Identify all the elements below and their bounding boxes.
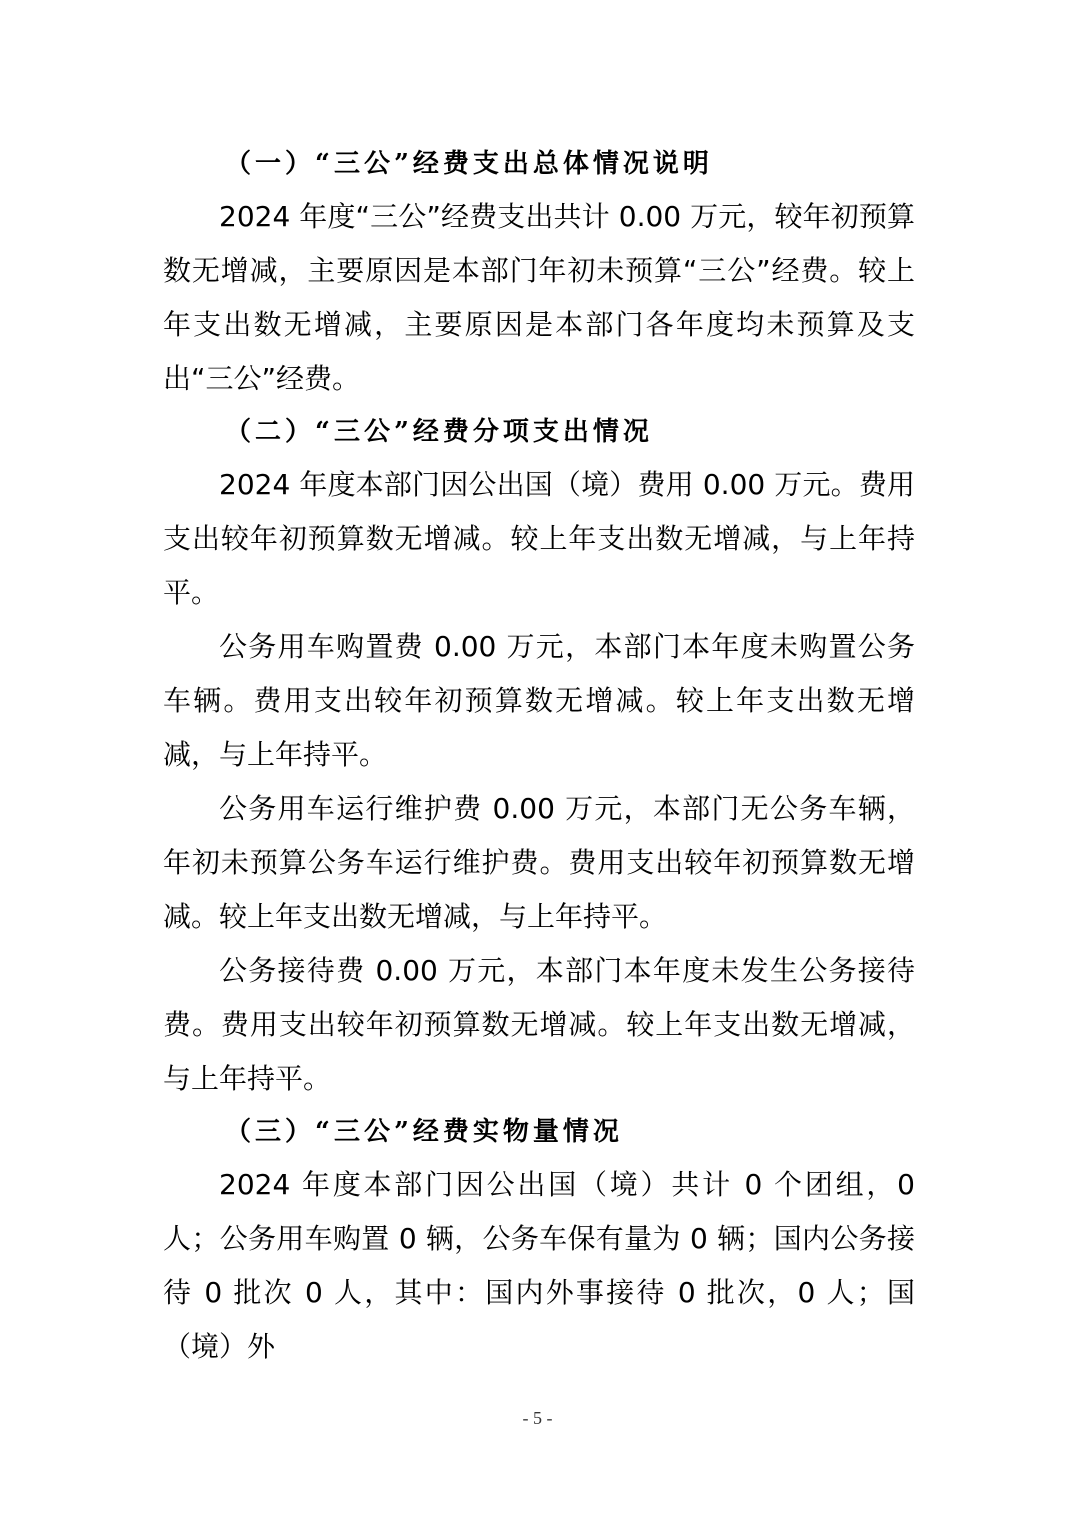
section-heading-3: （三）“三公”经费实物量情况 xyxy=(225,1117,623,1147)
section-2-paragraph-2: 公务用车购置费 0.00 万元，本部门本年度未购置公务车辆。费用支出较年初预算数无增减。较上年支出数无增减，与上年持平。 xyxy=(163,630,915,771)
section-2-paragraph-1: 2024 年度本部门因公出国（境）费用 0.00 万元。费用支出较年初预算数无增减。较上年支出数无增减，与上年持平。 xyxy=(163,468,915,609)
section-2-paragraph-4: 公务接待费 0.00 万元，本部门本年度未发生公务接待费。费用支出较年初预算数无增减。较上年支出数无增减，与上年持平。 xyxy=(163,954,915,1095)
section-2-paragraph-3: 公务用车运行维护费 0.00 万元，本部门无公务车辆，年初未预算公务车运行维护费。费用支出较年初预算数无增减。较上年支出数无增减，与上年持平。 xyxy=(163,792,915,933)
section-1-paragraph-1: 2024 年度“三公”经费支出共计 0.00 万元，较年初预算数无增减，主要原因是本部门年初未预算“三公”经费。较上年支出数无增减，主要原因是本部门各年度均未预算及支出“三公”经费。 xyxy=(163,200,915,395)
document-body xyxy=(163,138,915,1374)
page-number: - 5 - xyxy=(522,1408,553,1428)
section-3-paragraph-1: 2024 年度本部门因公出国（境）共计 0 个团组，0 人；公务用车购置 0 辆，公务车保有量为 0 辆；国内公务接待 0 批次 0 人，其中：国内外事接待 0 批次，0 人；国（境）外 xyxy=(163,1168,915,1363)
section-heading-1: （一）“三公”经费支出总体情况说明 xyxy=(225,149,713,179)
section-heading-2: （二）“三公”经费分项支出情况 xyxy=(225,417,653,447)
